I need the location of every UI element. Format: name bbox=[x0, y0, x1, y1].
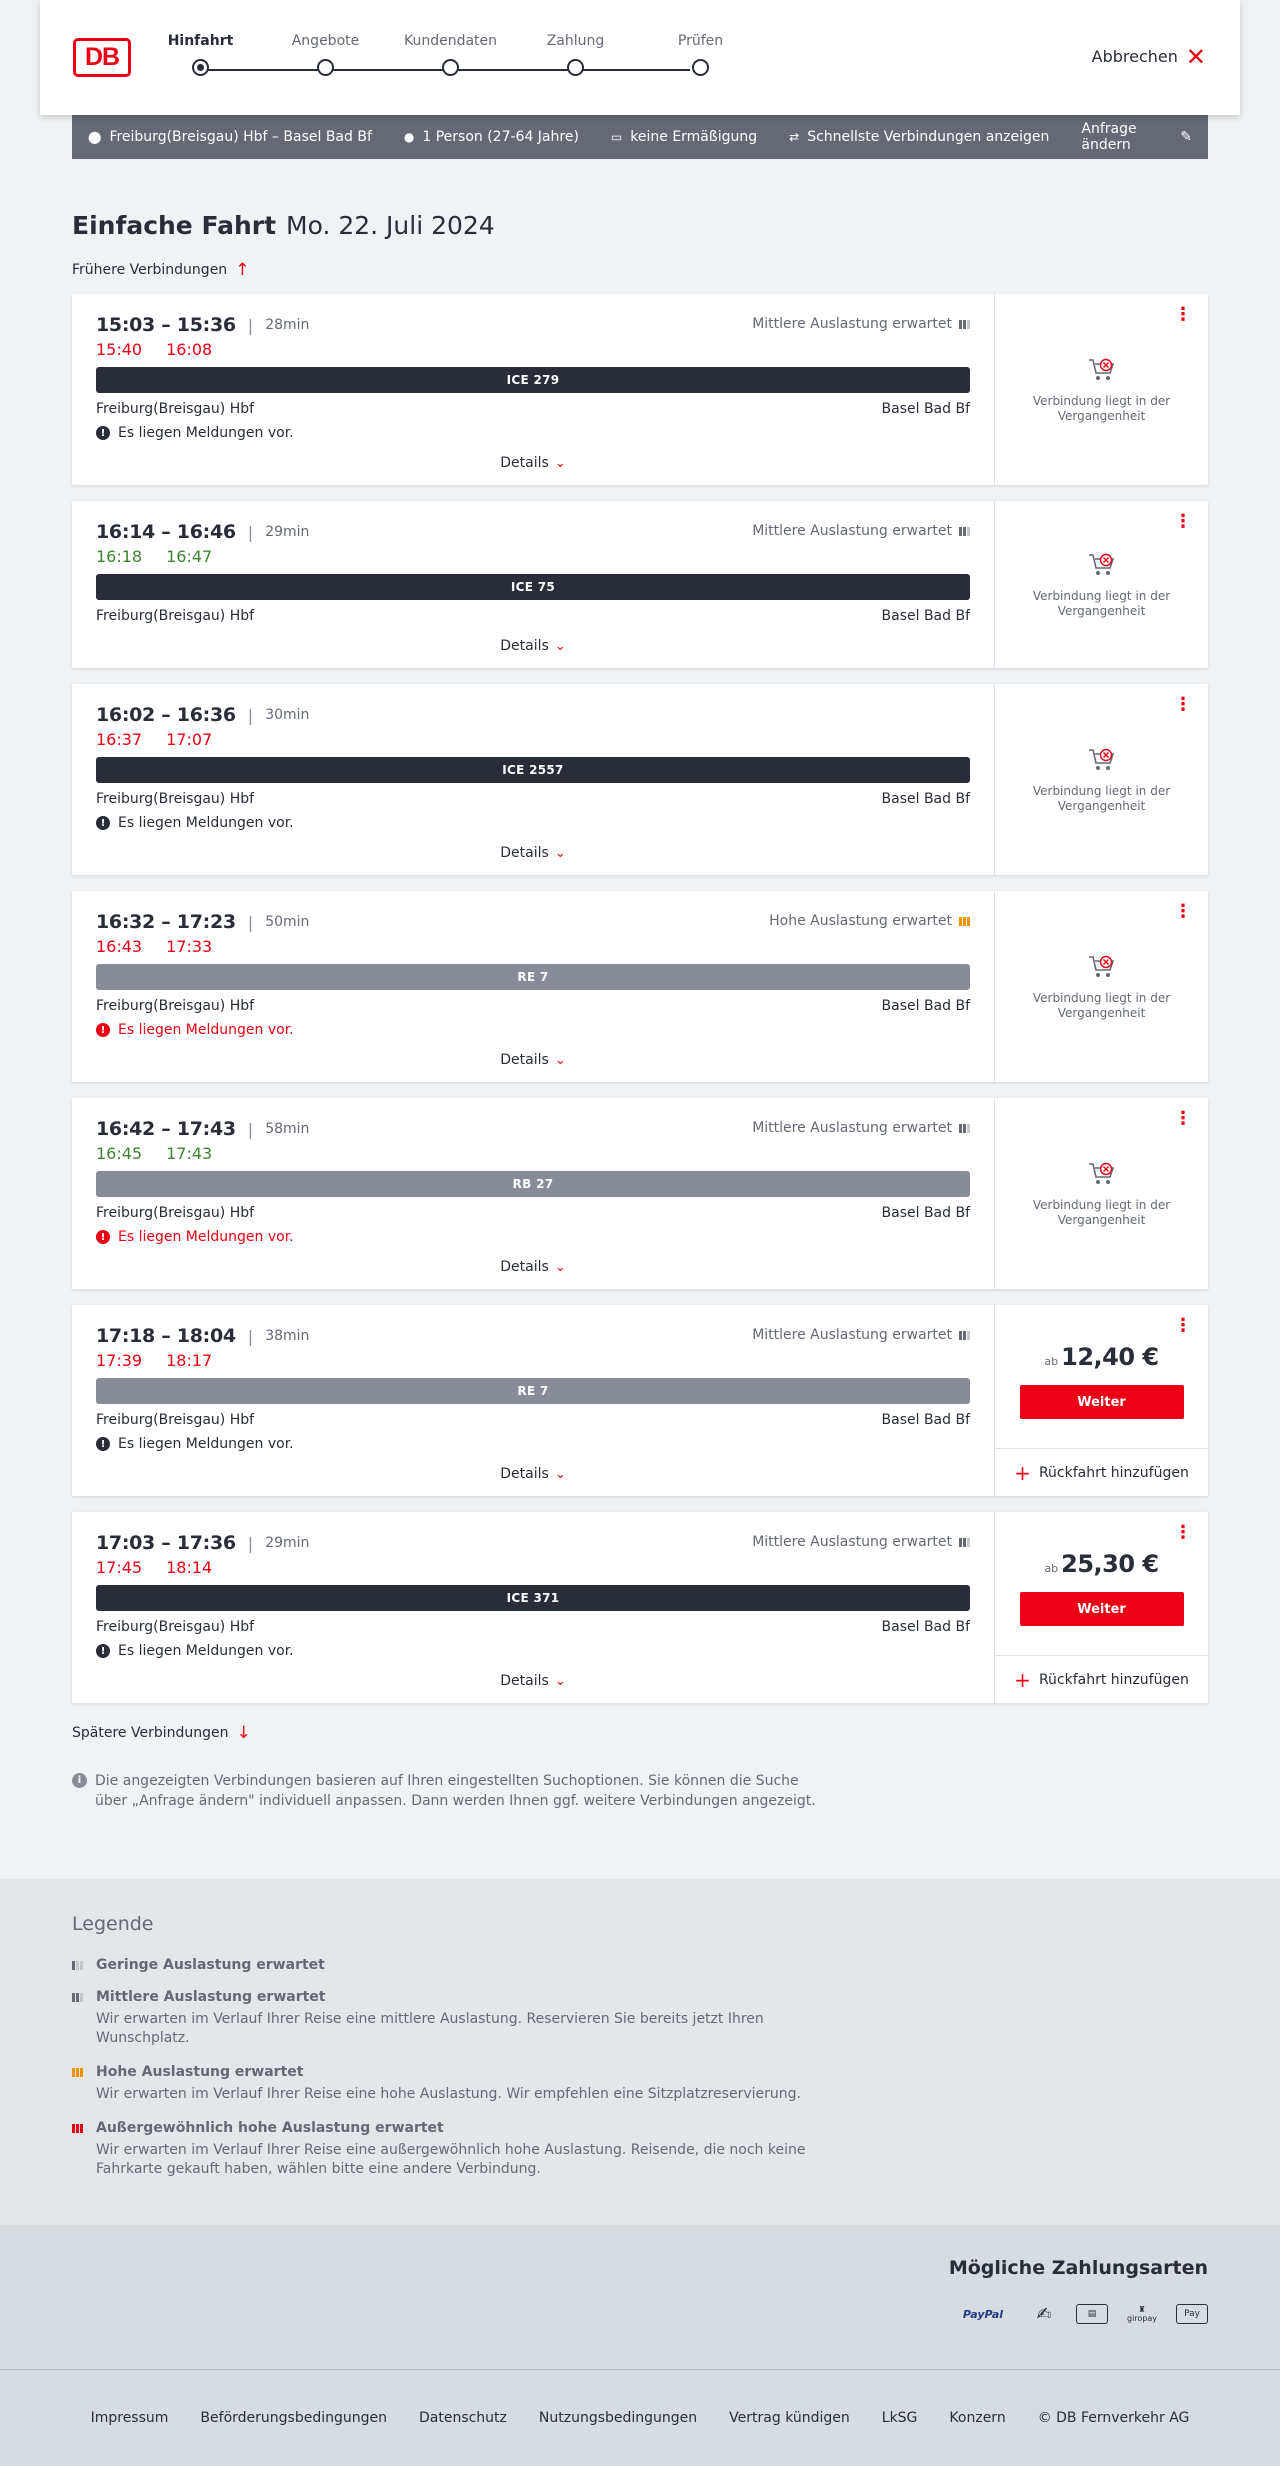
step-pruefen: Prüfen bbox=[638, 33, 763, 76]
results-main bbox=[72, 211, 1208, 1811]
realtime-times bbox=[96, 730, 970, 749]
stations-row bbox=[96, 791, 970, 807]
connection-details bbox=[72, 501, 995, 668]
footer-link-nutzungsbedingungen[interactable]: Nutzungsbedingungen bbox=[538, 2410, 698, 2426]
location-pin-icon: ⬤ bbox=[88, 130, 102, 144]
departure-station: Freiburg(Breisgau) Hbf bbox=[96, 1619, 255, 1635]
departure-station: Freiburg(Breisgau) Hbf bbox=[96, 401, 255, 417]
departure-station: Freiburg(Breisgau) Hbf bbox=[96, 1412, 255, 1428]
departure-station: Freiburg(Breisgau) Hbf bbox=[96, 998, 255, 1014]
connection-card[interactable] bbox=[72, 294, 1208, 485]
earlier-connections-link[interactable]: Frühere Verbindungen ↑ bbox=[72, 260, 250, 280]
more-options-icon[interactable]: ⋮ bbox=[1174, 304, 1192, 325]
legend-section bbox=[0, 1879, 1280, 2225]
disruption-notice: ! Es liegen Meldungen vor. bbox=[96, 1436, 970, 1452]
step-dot bbox=[692, 59, 709, 76]
apple-pay-icon: Pay bbox=[1176, 2304, 1208, 2324]
step-dot bbox=[317, 59, 334, 76]
fastest-toggle[interactable]: ⇄ Schnellste Verbindungen anzeigen bbox=[789, 129, 1050, 145]
realtime-departure: 16:43 bbox=[96, 937, 143, 956]
stations-row bbox=[96, 1619, 970, 1635]
realtime-departure: 17:39 bbox=[96, 1351, 143, 1370]
realtime-arrival: 18:17 bbox=[166, 1351, 213, 1370]
separator: | bbox=[247, 705, 254, 725]
load-level-icon bbox=[72, 2068, 88, 2077]
duration: 28min bbox=[265, 317, 310, 333]
load-indicator: Hohe Auslastung erwartet bbox=[769, 913, 970, 929]
legend-item-title: Mittlere Auslastung erwartet bbox=[72, 1989, 1280, 2005]
route-summary: ⬤ Freiburg(Breisgau) Hbf – Basel Bad Bf bbox=[88, 129, 372, 145]
footer-link-konzern[interactable]: Konzern bbox=[949, 2410, 1006, 2426]
realtime-arrival: 17:33 bbox=[166, 937, 213, 956]
duration: 30min bbox=[265, 707, 310, 723]
details-toggle[interactable]: Details ⌄ bbox=[500, 638, 566, 654]
connection-list bbox=[72, 294, 1208, 1703]
cart-unavailable-icon bbox=[1087, 1160, 1117, 1188]
duration: 29min bbox=[265, 1535, 310, 1551]
train-segment[interactable]: ICE 371 bbox=[96, 1585, 970, 1611]
payment-methods-title: Mögliche Zahlungsarten bbox=[948, 2257, 1208, 2279]
arrival-station: Basel Bad Bf bbox=[881, 608, 970, 624]
step-hinfahrt: Hinfahrt bbox=[138, 33, 263, 76]
load-indicator: Mittlere Auslastung erwartet bbox=[752, 1534, 970, 1550]
details-toggle[interactable]: Details ⌄ bbox=[500, 455, 566, 471]
offer-panel bbox=[995, 891, 1208, 1082]
page-title: Einfache Fahrt Mo. 22. Juli 2024 bbox=[72, 211, 495, 240]
arrival-station: Basel Bad Bf bbox=[881, 401, 970, 417]
legend-item-title: Hohe Auslastung erwartet bbox=[72, 2064, 1280, 2080]
details-toggle[interactable]: Details ⌄ bbox=[500, 1259, 566, 1275]
scheduled-times: 17:18 – 18:04 bbox=[96, 1325, 236, 1347]
connection-card[interactable] bbox=[72, 1098, 1208, 1289]
offer-panel bbox=[995, 1512, 1208, 1703]
offer-panel bbox=[995, 294, 1208, 485]
arrival-station: Basel Bad Bf bbox=[881, 1205, 970, 1221]
realtime-departure: 16:18 bbox=[96, 547, 143, 566]
past-connection-info: Verbindung liegt in der Vergangenheit bbox=[1027, 953, 1177, 1021]
alert-icon: ! bbox=[96, 1230, 110, 1244]
details-toggle[interactable]: Details ⌄ bbox=[500, 1052, 566, 1068]
legend-title: Legende bbox=[72, 1913, 154, 1935]
connection-card[interactable] bbox=[72, 684, 1208, 875]
train-segment[interactable]: ICE 279 bbox=[96, 367, 970, 393]
legend-item-text: Wir erwarten im Verlauf Ihrer Reise eine außergewöhnlich hohe Auslastung. Reisende, die noch keine Fahrkarte gekauft haben, wählen bitte eine andere Verbindung. bbox=[96, 2142, 806, 2177]
arrival-station: Basel Bad Bf bbox=[881, 791, 970, 807]
chevron-down-icon: ⌄ bbox=[554, 846, 566, 861]
plus-icon: + bbox=[1014, 1667, 1031, 1692]
legend-item-text: Wir erwarten im Verlauf Ihrer Reise eine mittlere Auslastung. Reservieren Sie bereits jetzt Ihren Wunschplatz. bbox=[96, 2011, 764, 2046]
scheduled-times: 16:42 – 17:43 bbox=[96, 1118, 236, 1140]
separator: | bbox=[247, 1119, 254, 1139]
load-level-icon bbox=[72, 1961, 88, 1970]
db-logo[interactable]: DB bbox=[73, 38, 131, 77]
scheduled-times: 16:32 – 17:23 bbox=[96, 911, 236, 933]
duration: 58min bbox=[265, 1121, 310, 1137]
step-kundendaten: Kundendaten bbox=[388, 33, 513, 76]
realtime-times bbox=[96, 1558, 970, 1577]
realtime-arrival: 18:14 bbox=[166, 1558, 213, 1577]
price: 12,40 € bbox=[1061, 1343, 1159, 1371]
past-connection-info: Verbindung liegt in der Vergangenheit bbox=[1027, 356, 1177, 424]
train-segment[interactable]: RE 7 bbox=[96, 1378, 970, 1404]
load-indicator: Mittlere Auslastung erwartet bbox=[752, 1327, 970, 1343]
more-options-icon[interactable]: ⋮ bbox=[1174, 1315, 1192, 1336]
step-angebote[interactable]: Angebote bbox=[263, 33, 388, 76]
disruption-notice: ! Es liegen Meldungen vor. bbox=[96, 1643, 970, 1659]
step-dot bbox=[442, 59, 459, 76]
realtime-departure: 16:37 bbox=[96, 730, 143, 749]
more-options-icon[interactable]: ⋮ bbox=[1174, 901, 1192, 922]
plus-icon: + bbox=[1014, 1460, 1031, 1485]
disruption-notice: ! Es liegen Meldungen vor. bbox=[96, 425, 970, 441]
info-icon: i bbox=[72, 1773, 87, 1788]
copyright: © DB Fernverkehr AG bbox=[1037, 2410, 1190, 2426]
realtime-arrival: 16:08 bbox=[166, 340, 213, 359]
connection-card[interactable] bbox=[72, 1512, 1208, 1703]
connection-details bbox=[72, 1098, 995, 1289]
legend-item bbox=[72, 2120, 1280, 2179]
price-offer: ab 12,40 € Weiter bbox=[995, 1305, 1208, 1419]
stations-row bbox=[96, 608, 970, 624]
cart-unavailable-icon bbox=[1087, 746, 1117, 774]
alert-icon: ! bbox=[96, 1023, 110, 1037]
chevron-down-icon: ⌄ bbox=[554, 1674, 566, 1689]
footer bbox=[0, 2369, 1280, 2466]
continue-button[interactable]: Weiter bbox=[1020, 1385, 1184, 1419]
search-summary-bar bbox=[72, 115, 1208, 159]
offer-panel bbox=[995, 501, 1208, 668]
more-options-icon[interactable]: ⋮ bbox=[1174, 694, 1192, 715]
paypal-icon: PayPal bbox=[962, 2307, 1004, 2321]
details-toggle[interactable]: Details ⌄ bbox=[500, 1466, 566, 1482]
pencil-icon: ✎ bbox=[1180, 129, 1192, 145]
add-return-trip-button[interactable]: + Rückfahrt hinzufügen bbox=[995, 1655, 1208, 1703]
arrival-station: Basel Bad Bf bbox=[881, 998, 970, 1014]
train-segment[interactable]: RB 27 bbox=[96, 1171, 970, 1197]
price-offer: ab 25,30 € Weiter bbox=[995, 1512, 1208, 1626]
bahncard-icon: ▭ bbox=[610, 130, 623, 144]
travel-date: Mo. 22. Juli 2024 bbox=[286, 211, 495, 240]
edit-request-button[interactable]: Anfrage ändern ✎ bbox=[1081, 121, 1192, 153]
chevron-down-icon: ⌄ bbox=[554, 456, 566, 471]
realtime-arrival: 17:07 bbox=[166, 730, 213, 749]
realtime-times bbox=[96, 1351, 970, 1370]
load-level-icon bbox=[959, 917, 970, 926]
realtime-times bbox=[96, 340, 970, 359]
arrival-station: Basel Bad Bf bbox=[881, 1412, 970, 1428]
offer-panel bbox=[995, 684, 1208, 875]
later-connections-link[interactable]: Spätere Verbindungen ↓ bbox=[72, 1723, 251, 1743]
scheduled-times: 15:03 – 15:36 bbox=[96, 314, 236, 336]
alert-icon: ! bbox=[96, 1437, 110, 1451]
departure-station: Freiburg(Breisgau) Hbf bbox=[96, 1205, 255, 1221]
connection-card[interactable] bbox=[72, 891, 1208, 1082]
duration: 50min bbox=[265, 914, 310, 930]
load-indicator: Mittlere Auslastung erwartet bbox=[752, 316, 970, 332]
more-options-icon[interactable]: ⋮ bbox=[1174, 511, 1192, 532]
stations-row bbox=[96, 401, 970, 417]
realtime-arrival: 17:43 bbox=[166, 1144, 213, 1163]
footer-link-befoerderungsbedingungen[interactable]: Beförderungsbedingungen bbox=[200, 2410, 387, 2426]
giropay-icon: ♜ giropay bbox=[1126, 2305, 1158, 2323]
load-level-icon bbox=[959, 527, 970, 536]
direct-debit-icon: ✍ bbox=[1036, 2303, 1052, 2325]
disruption-notice: ! Es liegen Meldungen vor. bbox=[96, 1022, 970, 1038]
offer-panel bbox=[995, 1305, 1208, 1496]
more-options-icon[interactable]: ⋮ bbox=[1174, 1522, 1192, 1543]
footer-link-lksg[interactable]: LkSG bbox=[881, 2410, 918, 2426]
chevron-down-icon: ⌄ bbox=[554, 1467, 566, 1482]
stations-row bbox=[96, 998, 970, 1014]
separator: | bbox=[247, 912, 254, 932]
cart-unavailable-icon bbox=[1087, 953, 1117, 981]
legend-item-title: Geringe Auslastung erwartet bbox=[72, 1957, 1280, 1973]
train-segment[interactable]: ICE 2557 bbox=[96, 757, 970, 783]
load-indicator: Mittlere Auslastung erwartet bbox=[752, 523, 970, 539]
disruption-notice: ! Es liegen Meldungen vor. bbox=[96, 1229, 970, 1245]
realtime-times bbox=[96, 1144, 970, 1163]
step-dot bbox=[567, 59, 584, 76]
realtime-times bbox=[96, 547, 970, 566]
alert-icon: ! bbox=[96, 1644, 110, 1658]
realtime-arrival: 16:47 bbox=[166, 547, 213, 566]
step-zahlung: Zahlung bbox=[513, 33, 638, 76]
realtime-departure: 16:45 bbox=[96, 1144, 143, 1163]
connection-card[interactable] bbox=[72, 1305, 1208, 1496]
persons-summary: ● 1 Person (27-64 Jahre) bbox=[403, 129, 579, 145]
separator: | bbox=[247, 1326, 254, 1346]
legend-item bbox=[72, 1957, 1280, 1973]
alert-icon: ! bbox=[96, 816, 110, 830]
load-level-icon bbox=[959, 1331, 970, 1340]
connection-details bbox=[72, 1512, 995, 1703]
legend-list bbox=[72, 1957, 1280, 2179]
progress-stepper bbox=[167, 33, 724, 83]
separator: | bbox=[247, 522, 254, 542]
swap-arrows-icon: ⇄ bbox=[789, 130, 800, 144]
departure-station: Freiburg(Breisgau) Hbf bbox=[96, 608, 255, 624]
legend-item-text: Wir erwarten im Verlauf Ihrer Reise eine hohe Auslastung. Wir empfehlen eine Sitzplatzreservierung. bbox=[96, 2086, 801, 2102]
chevron-down-icon: ⌄ bbox=[554, 639, 566, 654]
scheduled-times: 16:02 – 16:36 bbox=[96, 704, 236, 726]
chevron-down-icon: ⌄ bbox=[554, 1053, 566, 1068]
arrow-down-icon: ↓ bbox=[236, 1723, 251, 1743]
train-segment[interactable]: ICE 75 bbox=[96, 574, 970, 600]
legend-item bbox=[72, 2064, 1280, 2104]
separator: | bbox=[247, 1533, 254, 1553]
arrow-up-icon: ↑ bbox=[235, 260, 250, 280]
load-level-icon bbox=[959, 1124, 970, 1133]
footer-link-impressum[interactable]: Impressum bbox=[90, 2410, 169, 2426]
separator: | bbox=[247, 315, 254, 335]
load-level-icon bbox=[959, 320, 970, 329]
schedule-row bbox=[96, 704, 970, 726]
train-segment[interactable]: RE 7 bbox=[96, 964, 970, 990]
scheduled-times: 16:14 – 16:46 bbox=[96, 521, 236, 543]
payment-methods-section bbox=[0, 2225, 1280, 2369]
connection-card[interactable] bbox=[72, 501, 1208, 668]
checkout-header bbox=[40, 0, 1240, 115]
more-options-icon[interactable]: ⋮ bbox=[1174, 1108, 1192, 1129]
payment-icons bbox=[954, 2301, 1208, 2327]
sepa-icon: ▤ bbox=[1076, 2304, 1108, 2324]
footer-link-datenschutz[interactable]: Datenschutz bbox=[418, 2410, 507, 2426]
step-dot bbox=[192, 59, 209, 76]
details-toggle[interactable]: Details ⌄ bbox=[500, 845, 566, 861]
close-icon: ✕ bbox=[1185, 42, 1206, 71]
stations-row bbox=[96, 1412, 970, 1428]
details-toggle[interactable]: Details ⌄ bbox=[500, 1673, 566, 1689]
search-info-note: i Die angezeigten Verbindungen basieren auf Ihren eingestellten Suchoptionen. Sie können die Suche über „Anfrage ändern" individuell anpassen. Dann werden Ihnen ggf. weitere Verbindungen angezeigt. bbox=[72, 1771, 832, 1811]
legend-item-title: Außergewöhnlich hohe Auslastung erwartet bbox=[72, 2120, 1280, 2136]
giropay-symbol: ♜ bbox=[1138, 2305, 1146, 2314]
connection-details bbox=[72, 891, 995, 1082]
connection-details bbox=[72, 1305, 995, 1496]
price: 25,30 € bbox=[1061, 1550, 1159, 1578]
departure-station: Freiburg(Breisgau) Hbf bbox=[96, 791, 255, 807]
stations-row bbox=[96, 1205, 970, 1221]
footer-link-vertrag-kuendigen[interactable]: Vertrag kündigen bbox=[729, 2410, 850, 2426]
disruption-notice: ! Es liegen Meldungen vor. bbox=[96, 815, 970, 831]
realtime-departure: 15:40 bbox=[96, 340, 143, 359]
alert-icon: ! bbox=[96, 426, 110, 440]
person-icon: ● bbox=[403, 130, 415, 144]
past-connection-info: Verbindung liegt in der Vergangenheit bbox=[1027, 1160, 1177, 1228]
continue-button[interactable]: Weiter bbox=[1020, 1592, 1184, 1626]
connection-details bbox=[72, 294, 995, 485]
add-return-trip-button[interactable]: + Rückfahrt hinzufügen bbox=[995, 1448, 1208, 1496]
duration: 38min bbox=[265, 1328, 310, 1344]
past-connection-info: Verbindung liegt in der Vergangenheit bbox=[1027, 551, 1177, 619]
discount-summary: ▭ keine Ermäßigung bbox=[610, 129, 758, 145]
realtime-times bbox=[96, 937, 970, 956]
legend-item bbox=[72, 1989, 1280, 2048]
connection-details bbox=[72, 684, 995, 875]
cart-unavailable-icon bbox=[1087, 551, 1117, 579]
load-indicator: Mittlere Auslastung erwartet bbox=[752, 1120, 970, 1136]
past-connection-info: Verbindung liegt in der Vergangenheit bbox=[1027, 746, 1177, 814]
arrival-station: Basel Bad Bf bbox=[881, 1619, 970, 1635]
chevron-down-icon: ⌄ bbox=[554, 1260, 566, 1275]
duration: 29min bbox=[265, 524, 310, 540]
scheduled-times: 17:03 – 17:36 bbox=[96, 1532, 236, 1554]
cancel-button[interactable]: Abbrechen ✕ bbox=[1091, 42, 1206, 71]
realtime-departure: 17:45 bbox=[96, 1558, 143, 1577]
cart-unavailable-icon bbox=[1087, 356, 1117, 384]
offer-panel bbox=[995, 1098, 1208, 1289]
load-level-icon bbox=[72, 2124, 88, 2133]
load-level-icon bbox=[72, 1993, 88, 2002]
load-level-icon bbox=[959, 1538, 970, 1547]
